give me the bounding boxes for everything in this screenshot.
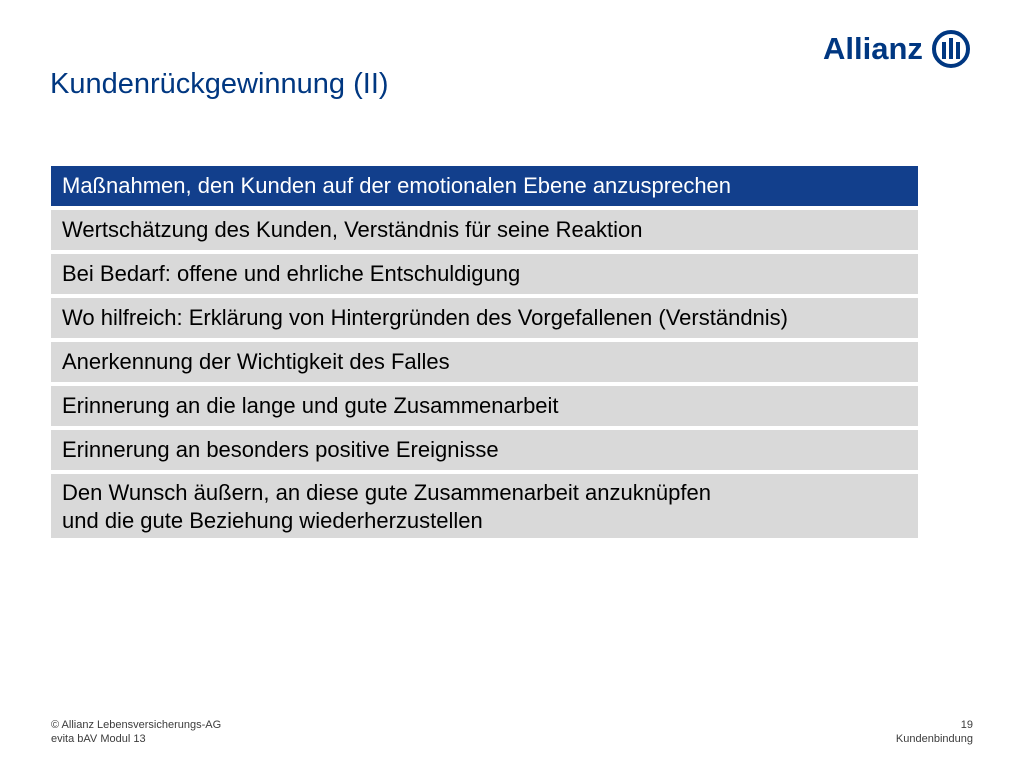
footer-section: Kundenbindung bbox=[895, 733, 973, 745]
page-number: 19 bbox=[960, 719, 973, 731]
footer-right bbox=[896, 718, 973, 746]
allianz-eagle-icon bbox=[931, 29, 971, 69]
measure-item: Wertschätzung des Kunden, Verständnis für seine Reaktion bbox=[51, 210, 918, 250]
measure-item-line: und die gute Beziehung wiederherzustellen bbox=[62, 508, 483, 533]
measure-item: Anerkennung der Wichtigkeit des Falles bbox=[51, 342, 918, 382]
footer-left bbox=[51, 718, 221, 746]
measure-item-line: Den Wunsch äußern, an diese gute Zusammenarbeit anzuknüpfen bbox=[62, 480, 711, 505]
measure-item: Erinnerung an die lange und gute Zusammenarbeit bbox=[51, 386, 918, 426]
footer-module: evita bAV Modul 13 bbox=[51, 733, 146, 745]
measures-header: Maßnahmen, den Kunden auf der emotionalen Ebene anzusprechen bbox=[51, 166, 918, 206]
page-title: Kundenrückgewinnung (II) bbox=[50, 68, 389, 100]
measure-item: Erinnerung an besonders positive Ereignisse bbox=[51, 430, 918, 470]
footer-copyright: © Allianz Lebensversicherungs-AG bbox=[51, 719, 222, 731]
measure-item: Bei Bedarf: offene und ehrliche Entschuldigung bbox=[51, 254, 918, 294]
allianz-logo bbox=[823, 29, 971, 69]
measure-item: Wo hilfreich: Erklärung von Hintergründen des Vorgefallenen (Verständnis) bbox=[51, 298, 918, 338]
logo-wordmark: Allianz bbox=[823, 31, 923, 66]
measure-item-last bbox=[51, 474, 918, 538]
measures-list bbox=[51, 166, 918, 542]
